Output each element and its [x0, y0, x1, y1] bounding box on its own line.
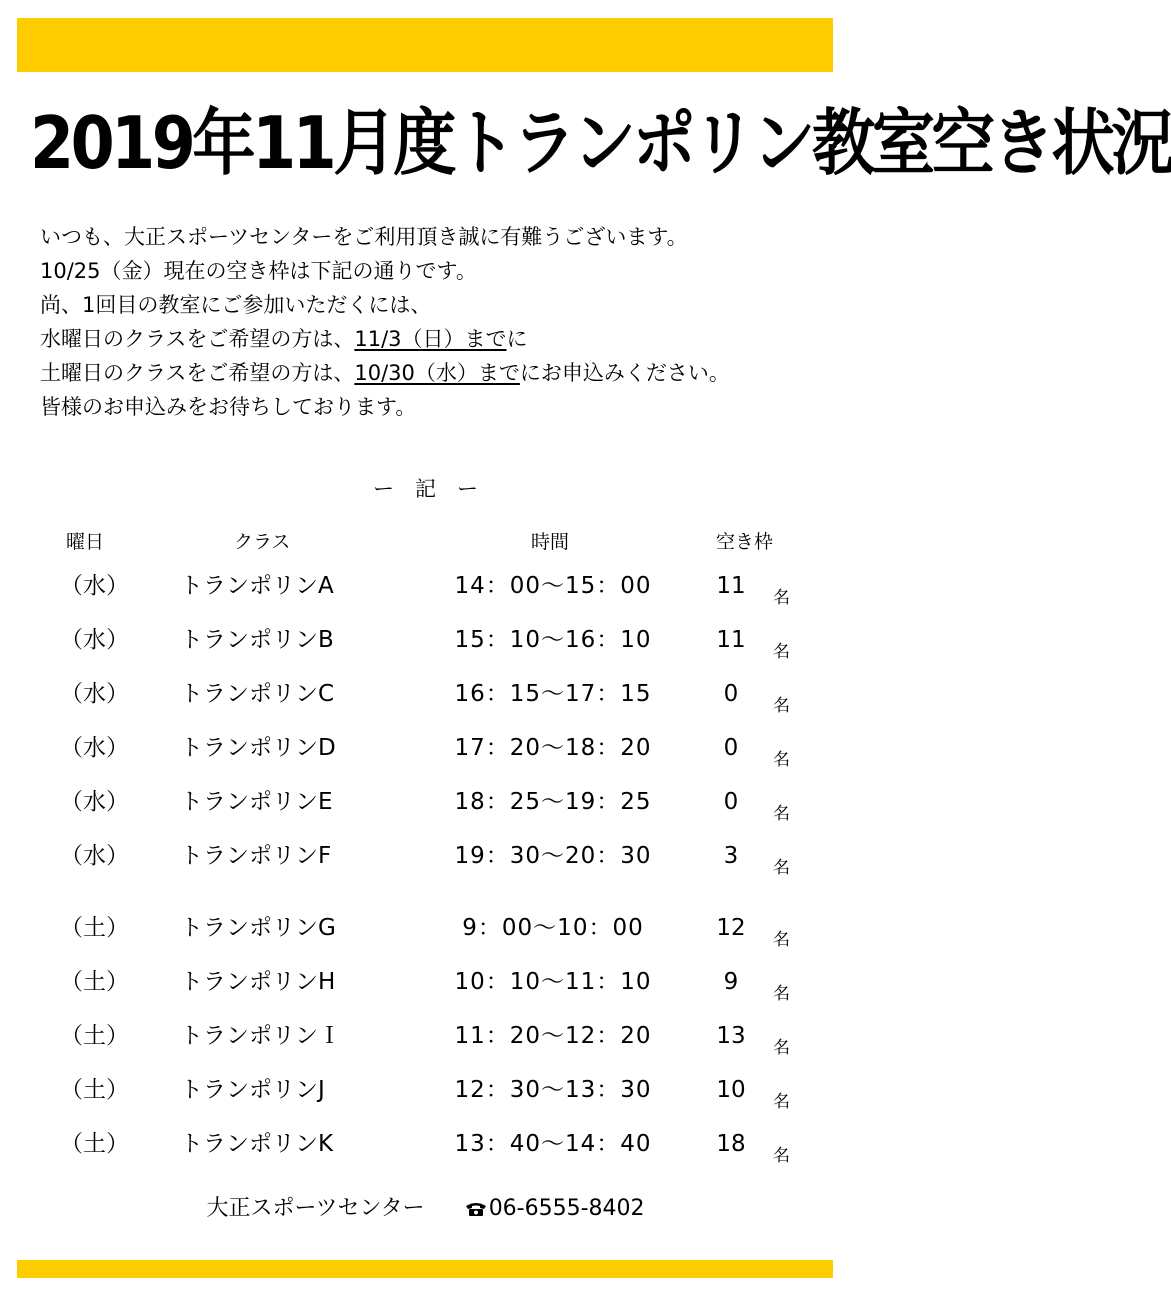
footer-phone: 06-6555-8402 — [488, 1196, 645, 1221]
row-unit: 名 — [773, 930, 790, 950]
table-row — [0, 782, 851, 822]
wednesday-deadline: 11/3（日）まで — [354, 327, 507, 351]
intro-line-1: いつも、大正スポーツセンターをご利用頂き誠に有難うございます。 — [40, 225, 688, 249]
intro-line-4-tail: に — [506, 327, 528, 351]
row-class: トランポリンK — [180, 1131, 334, 1157]
row-day: （土） — [60, 915, 129, 941]
row-unit: 名 — [773, 858, 790, 878]
row-slots: 9 — [723, 969, 739, 995]
row-time: 15：10～16：10 — [454, 627, 652, 653]
ki-heading: ー 記 ー — [373, 477, 478, 501]
intro-line-6: 皆様のお申込みをお待ちしております。 — [40, 395, 417, 419]
row-time: 12：30～13：30 — [454, 1077, 652, 1103]
table-row — [0, 728, 851, 768]
row-time: 14：00～15：00 — [454, 573, 652, 599]
row-class: トランポリンJ — [180, 1077, 325, 1103]
row-class: トランポリンH — [180, 969, 336, 995]
intro-line-4 — [40, 322, 840, 356]
footer-contact — [0, 1192, 851, 1226]
row-class: トランポリンE — [180, 789, 333, 815]
saturday-deadline: 10/30（水）まで — [354, 361, 520, 385]
row-class: トランポリンB — [180, 627, 334, 653]
table-row — [0, 1016, 851, 1056]
intro-line-2: 10/25（金）現在の空き枠は下記の通りです。 — [40, 259, 477, 283]
row-time: 17：20～18：20 — [454, 735, 652, 761]
row-unit: 名 — [773, 1146, 790, 1166]
row-day: （水） — [60, 573, 129, 599]
row-time: 19：30～20：30 — [454, 843, 652, 869]
row-unit: 名 — [773, 804, 790, 824]
row-unit: 名 — [773, 750, 790, 770]
row-day: （土） — [60, 1131, 129, 1157]
row-day: （水） — [60, 789, 129, 815]
row-unit: 名 — [773, 1038, 790, 1058]
table-row — [0, 962, 851, 1002]
table-row — [0, 1124, 851, 1164]
row-day: （土） — [60, 1077, 129, 1103]
row-day: （土） — [60, 1023, 129, 1049]
row-unit: 名 — [773, 696, 790, 716]
header-time: 時間 — [531, 531, 570, 553]
row-slots: 13 — [716, 1023, 746, 1049]
row-time: 10：10～11：10 — [454, 969, 652, 995]
page-title: 2019年11月度トランポリン教室空き状況 — [30, 101, 1171, 185]
table-row — [0, 1070, 851, 1110]
intro-line-5 — [40, 356, 840, 390]
row-slots: 11 — [716, 573, 746, 599]
footer-org-name: 大正スポーツセンター — [206, 1196, 425, 1221]
header-day: 曜日 — [66, 531, 105, 553]
row-unit: 名 — [773, 588, 790, 608]
row-unit: 名 — [773, 984, 790, 1004]
intro-text — [40, 220, 840, 424]
table-row — [0, 566, 851, 606]
row-slots: 3 — [723, 843, 739, 869]
row-slots: 10 — [716, 1077, 746, 1103]
row-slots: 11 — [716, 627, 746, 653]
row-slots: 0 — [723, 735, 739, 761]
row-day: （水） — [60, 843, 129, 869]
row-time: 18：25～19：25 — [454, 789, 652, 815]
intro-line-5-tail: にお申込みください。 — [519, 361, 730, 385]
table-row — [0, 836, 851, 876]
row-time: 11：20～12：20 — [454, 1023, 652, 1049]
intro-line-5-lead: 土曜日のクラスをご希望の方は、 — [40, 361, 355, 385]
row-class: トランポリンＩ — [180, 1023, 341, 1049]
row-slots: 0 — [723, 789, 739, 815]
row-class: トランポリンC — [180, 681, 335, 707]
bottom-yellow-bar — [17, 1260, 833, 1278]
row-slots: 12 — [716, 915, 746, 941]
intro-line-3: 尚、1回目の教室にご参加いただくには、 — [40, 293, 432, 317]
row-day: （水） — [60, 735, 129, 761]
header-class: クラス — [234, 531, 291, 553]
row-class: トランポリンA — [180, 573, 334, 599]
row-class: トランポリンF — [180, 843, 332, 869]
table-row — [0, 620, 851, 660]
header-slots: 空き枠 — [716, 531, 774, 553]
row-day: （水） — [60, 681, 129, 707]
top-yellow-bar — [17, 18, 833, 72]
row-day: （水） — [60, 627, 129, 653]
row-class: トランポリンD — [180, 735, 336, 761]
phone-icon — [465, 1201, 487, 1217]
table-row — [0, 908, 851, 948]
row-unit: 名 — [773, 1092, 790, 1112]
row-time: 9：00～10：00 — [462, 915, 644, 941]
row-day: （土） — [60, 969, 129, 995]
row-slots: 18 — [716, 1131, 746, 1157]
row-slots: 0 — [723, 681, 739, 707]
intro-line-4-lead: 水曜日のクラスをご希望の方は、 — [40, 327, 355, 351]
table-row — [0, 674, 851, 714]
row-time: 13：40～14：40 — [454, 1131, 652, 1157]
row-class: トランポリンG — [180, 915, 336, 941]
row-time: 16：15～17：15 — [454, 681, 652, 707]
row-unit: 名 — [773, 642, 790, 662]
